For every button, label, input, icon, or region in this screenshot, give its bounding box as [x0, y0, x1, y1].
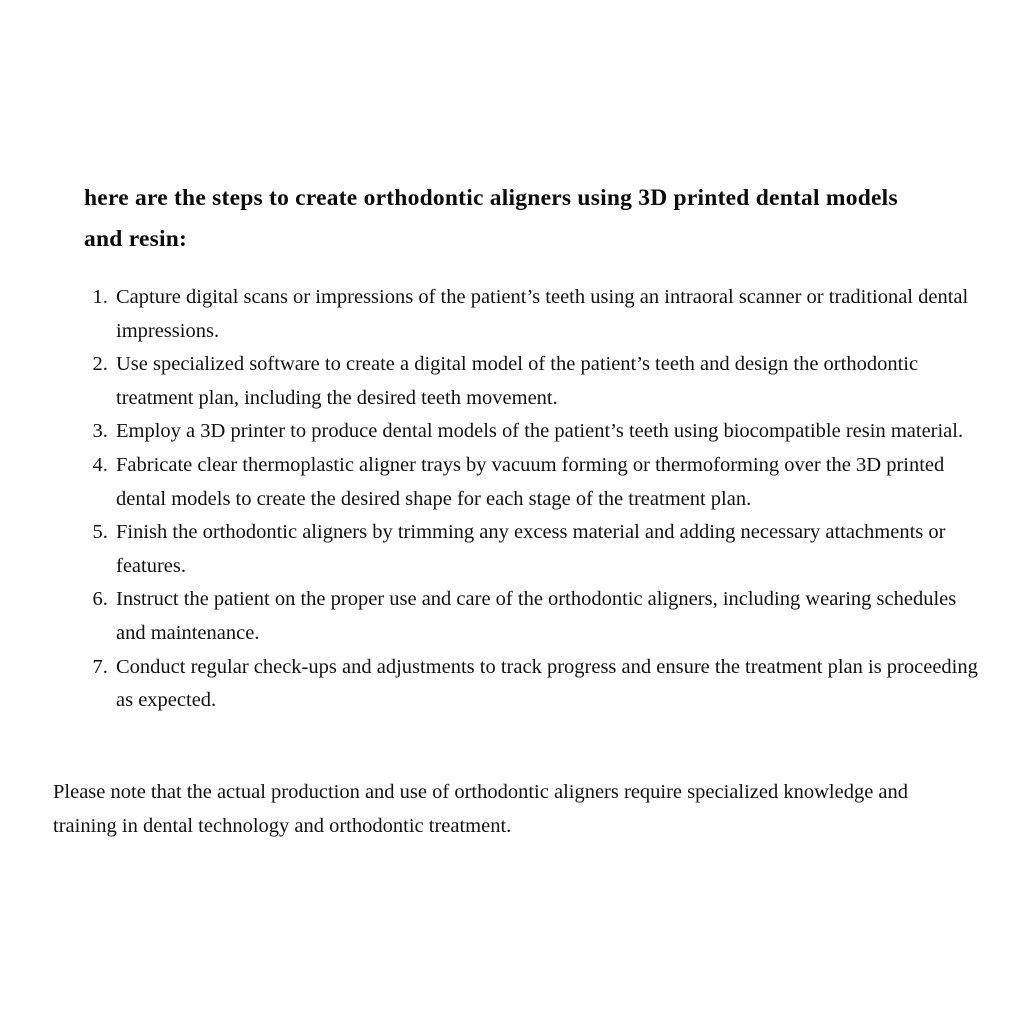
list-item: 3. Employ a 3D printer to produce dental models of the patient’s teeth using biocompatible resin material. — [113, 415, 988, 449]
list-item: 4. Fabricate clear thermoplastic aligner trays by vacuum forming or thermoforming over the 3D printed dental models to create the desired shape for each stage of the treatment plan. — [113, 449, 988, 516]
list-item: 2. Use specialized software to create a digital model of the patient’s teeth and design the orthodontic treatment plan, including the desired teeth movement. — [113, 348, 988, 415]
list-item: 6. Instruct the patient on the proper use and care of the orthodontic aligners, including wearing schedules and maintenance. — [113, 583, 988, 650]
page-title: here are the steps to create orthodontic aligners using 3D printed dental models and resin: — [84, 185, 898, 252]
list-item: 7. Conduct regular check-ups and adjustments to track progress and ensure the treatment plan is proceeding as expected. — [113, 651, 988, 718]
list-item: 5. Finish the orthodontic aligners by trimming any excess material and adding necessary attachments or features. — [113, 516, 988, 583]
closing-note: Please note that the actual production and use of orthodontic aligners require specialized knowledge and training in dental technology and orthodontic treatment. — [53, 781, 909, 837]
list-item: 1. Capture digital scans or impressions of the patient’s teeth using an intraoral scanner or traditional dental impressions. — [113, 281, 988, 348]
steps-ordered-list — [89, 281, 988, 718]
